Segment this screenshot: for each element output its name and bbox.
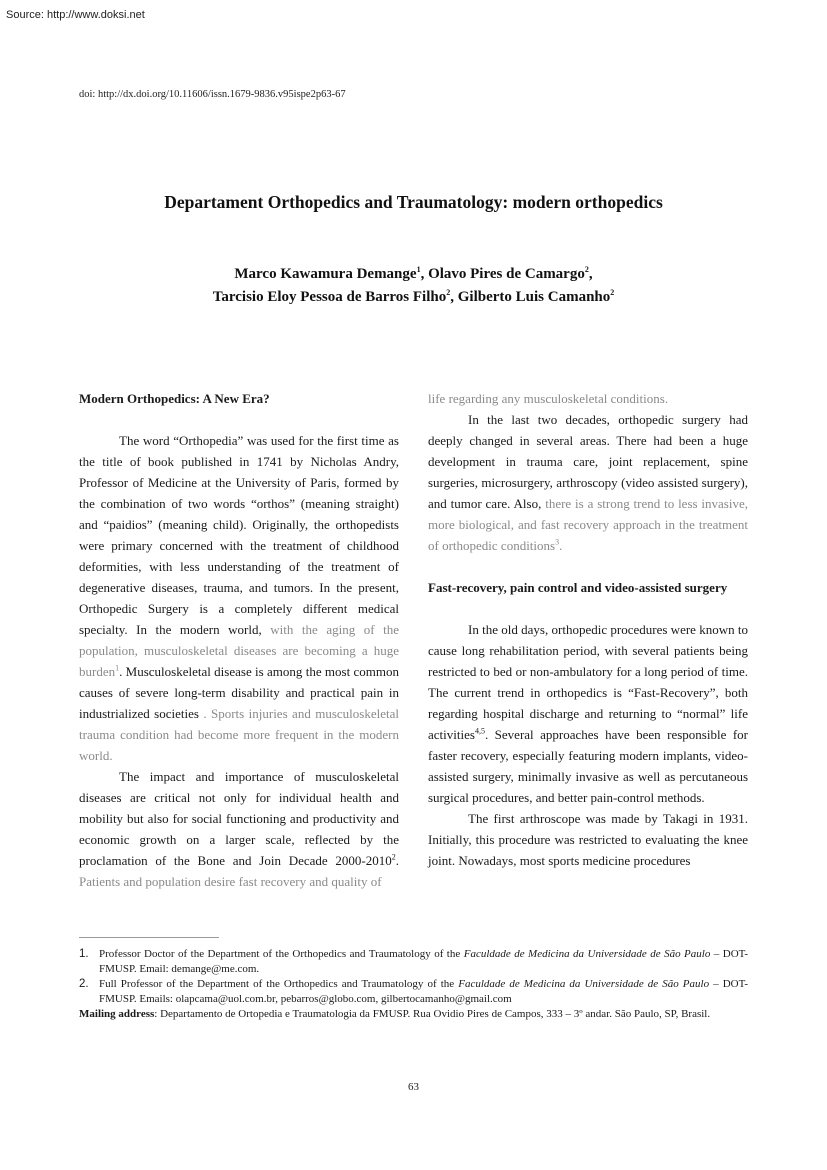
body-text: In the last two decades, orthopedic surgery had deeply changed in several areas. There had been a huge development in trauma care, joint replacement, spine surgeries, microsurgery, arthroscopy (video assisted surgery), and tumor care. Also, <box>428 412 748 511</box>
institution-name: Faculdade de Medicina da Universidade de São Paulo <box>458 978 714 990</box>
citation-ref[interactable]: 3 <box>555 537 560 547</box>
author-affiliation: 2 <box>610 288 615 297</box>
footnote-text <box>99 947 748 977</box>
footnote-number: 2. <box>79 978 89 990</box>
left-column <box>79 388 399 892</box>
paragraph-orthopedia-history <box>79 430 399 766</box>
footnotes <box>79 947 748 1022</box>
author-name: Olavo Pires de Camargo <box>428 266 585 282</box>
author-name: Marco Kawamura Demange <box>234 266 417 282</box>
citation-ref[interactable]: 4,5 <box>474 726 485 736</box>
paragraph-last-two-decades <box>428 409 748 556</box>
footnote-2 <box>79 977 748 1007</box>
author-separator: , <box>588 266 593 282</box>
highlighted-text: . <box>559 538 563 553</box>
doi-link[interactable]: doi: http://dx.doi.org/10.11606/issn.1679-9836.v95ispe2p63-67 <box>79 89 346 100</box>
source-label: Source: http://www.doksi.net <box>6 9 145 21</box>
footnote-divider <box>79 937 219 938</box>
author-affiliation: 1 <box>416 265 421 274</box>
mailing-address <box>79 1007 748 1022</box>
page-number: 63 <box>408 1081 419 1093</box>
citation-ref[interactable]: 1 <box>115 663 120 673</box>
section-heading-fast-recovery: Fast-recovery, pain control and video-assisted surgery <box>428 580 728 595</box>
footnote-text <box>99 977 748 1007</box>
footnote-body: – DOT-FMUSP. Emails: olapcama@uol.com.br, pebarros@globo.com, gilbertocamanho@gmail.com <box>99 978 749 1005</box>
body-text: . <box>395 853 399 868</box>
paragraph-old-days <box>428 619 748 808</box>
footnote-body: Full Professor of the Department of the Orthopedics and Traumatology of the <box>99 978 459 990</box>
institution-name: Faculdade de Medicina da Universidade de São Paulo <box>463 948 711 960</box>
footnote-1 <box>79 947 748 977</box>
mailing-text: : Departamento de Ortopedia e Traumatologia da FMUSP. Rua Ovidio Pires de Campos, 333 – 3º andar. São Paulo, SP, Brasil. <box>154 1008 711 1020</box>
body-text: The word “Orthopedia” was used for the first time as the title of book published in 1741 by Nicholas Andry, Professor of Medicine at the University of Paris, formed by the combination of two words “orthos” (meaning straight) and “paidios” (meaning child). Originally, the orthopedists were primary concerned with the treatment of childhood deformities, with less understanding of the treatment of degenerative diseases, trauma, and tumors. In the present, Orthopedic Surgery is a completely different medical specialty. In the modern world, <box>79 433 399 637</box>
footnote-number: 1. <box>79 948 89 960</box>
author-affiliation: 2 <box>446 288 451 297</box>
authors-line-1 <box>0 266 827 283</box>
right-column <box>428 388 748 871</box>
citation-ref[interactable]: 2 <box>391 852 396 862</box>
authors-line-2 <box>0 289 827 306</box>
author-separator: , <box>450 289 458 305</box>
footnote-body: – DOT-FMUSP. Email: demange@me.com. <box>99 948 749 975</box>
author-separator: , <box>420 266 429 282</box>
section-heading-modern-orthopedics: Modern Orthopedics: A New Era? <box>79 391 270 406</box>
body-text: . Several approaches have been responsible for faster recovery, especially featuring modern implants, video-assisted surgery, minimally invasive as well as percutaneous surgical procedures, and better pain-control methods. <box>428 727 748 805</box>
author-name: Gilberto Luis Camanho <box>457 289 611 305</box>
author-name: Tarcisio Eloy Pessoa de Barros Filho <box>212 289 447 305</box>
highlighted-text: with the aging of the population, musculoskeletal diseases are becoming a huge burden <box>79 622 399 679</box>
highlighted-text: Patients and population desire fast recovery and quality of <box>79 874 382 889</box>
body-text: In the old days, orthopedic procedures were known to cause long rehabilitation period, with several patients being restricted to bed or non-ambulatory for a long period of time. The current trend in orthopedics is “Fast-Recovery”, both regarding hospital discharge and returning to “normal” life activities <box>428 622 748 742</box>
highlighted-text: there is a strong trend to less invasive, more biological, and fast recovery approach in the treatment of orthopedic conditions <box>428 496 748 553</box>
footnote-body: Professor Doctor of the Department of the Orthopedics and Traumatology of the <box>99 948 464 960</box>
paragraph-arthroscope: The first arthroscope was made by Takagi in 1931. Initially, this procedure was restricted to evaluating the knee joint. Nowadays, most sports medicine procedures <box>428 811 748 868</box>
highlighted-text: . Sports injuries and musculoskeletal trauma condition had become more frequent in the modern world. <box>79 706 399 763</box>
body-text: The impact and importance of musculoskeletal diseases are critical not only for individual health and mobility but also for social functioning and productivity and economic growth on a larger scale, reflected by the proclamation of the Bone and Join Decade 2000-2010 <box>79 769 399 868</box>
paragraph-impact <box>79 766 399 892</box>
author-affiliation: 2 <box>584 265 589 274</box>
paragraph-continuation: life regarding any musculoskeletal conditions. <box>428 391 669 406</box>
mailing-label: Mailing address <box>79 1008 155 1020</box>
body-text: . Musculoskeletal disease is among the most common causes of severe long-term disability and practical pain in industrialized societies <box>79 664 399 721</box>
paper-title: Departament Orthopedics and Traumatology: modern orthopedics <box>164 192 663 212</box>
